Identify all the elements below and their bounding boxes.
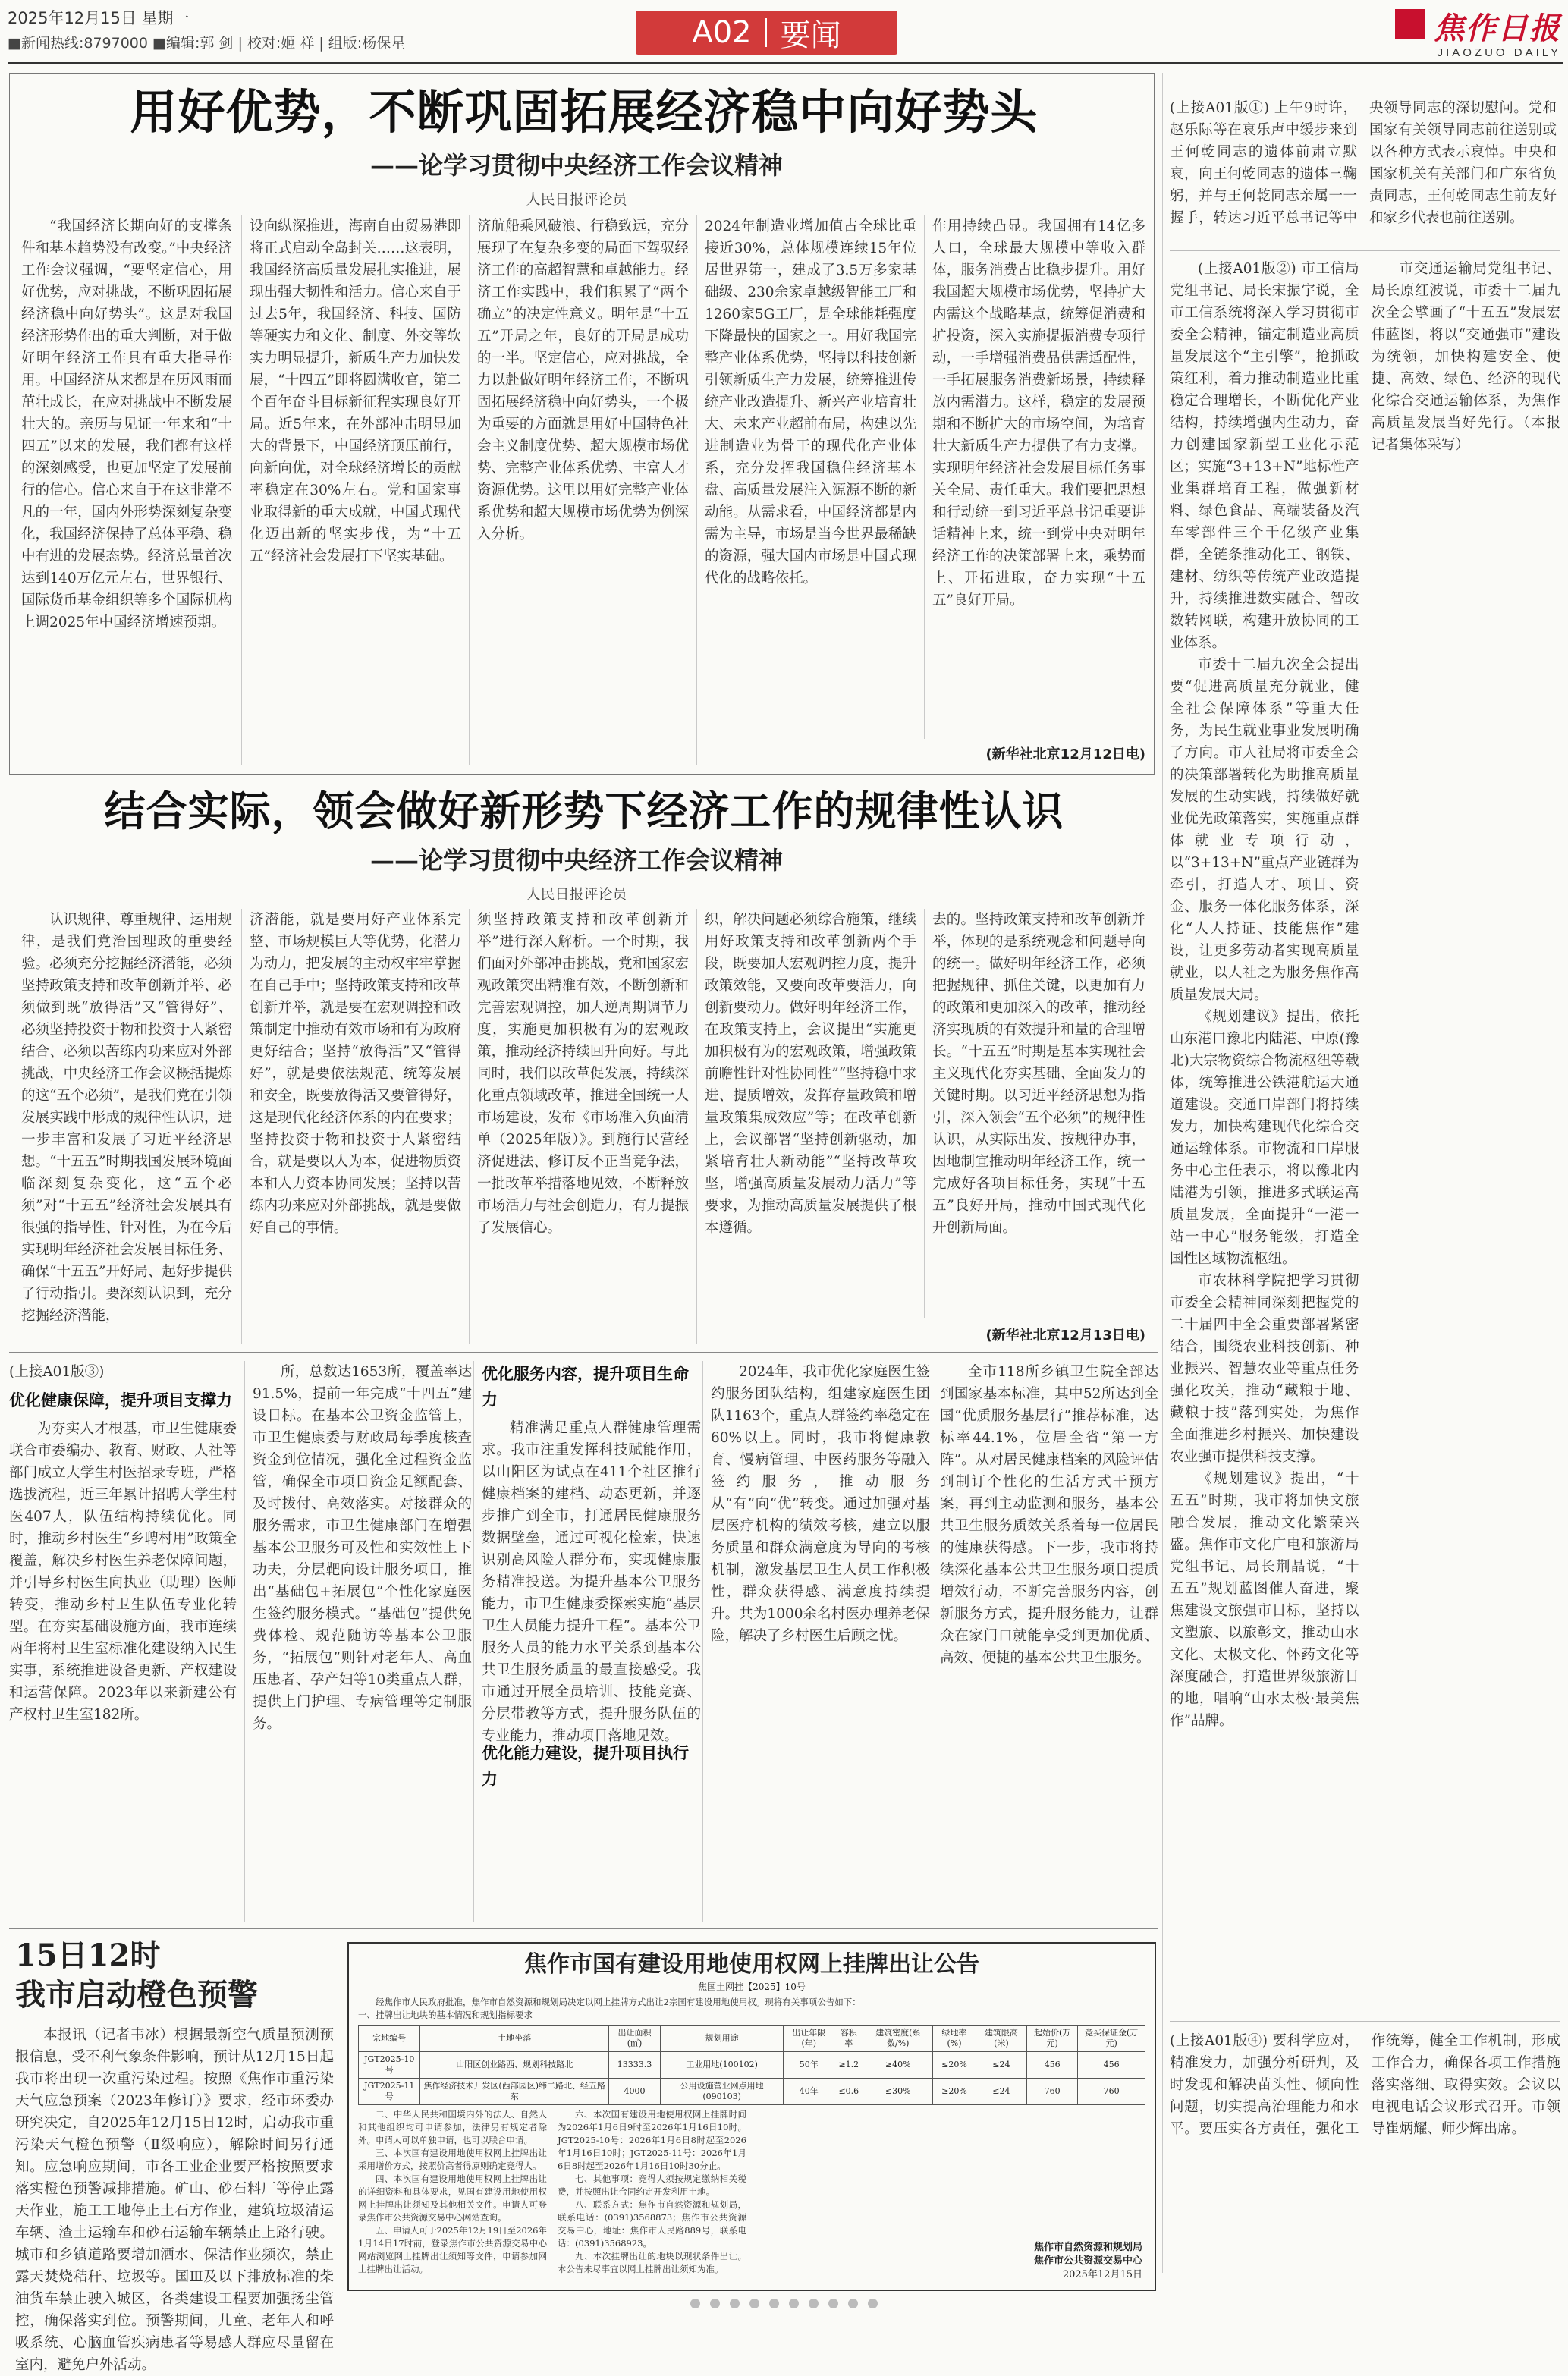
health-col-text: 2024年，我市优化家庭医生签约服务团队结构，组建家庭医生团队1163个，重点人群签约率稳定在60%以上。同时，我市将健康教育、慢病管理、中医药服务等融入签约服务，推动服务从“有”向“优”转变。通过加强对基层医疗机构的绩效考核，建立以服务质量和群众满意度为导向的考核机制，激发基层卫生人员工作积极性，群众获得感、满意度持续提升。共为1000余名村医办理养老保险，解决了乡村医生后顾之忧。 xyxy=(711,1364,930,1644)
article1-col-1: “我国经济长期向好的支撑条件和基本趋势没有改变。”中央经济工作会议强调，“要坚定信心，用好优势，应对挑战，不断巩固拓展经济稳中向好势头”。这是对我国经济形势作出的重大判断，对于做好明年经济工作具有重大指导作用。中国经济从来都是在历风雨而茁壮成长，在应对挑战中不断发展壮大的。亲历与见证一年来和“十四五”以来的发展，我们都有这样的深刻感受，也更加坚定了发展前行的信心。信心来自于在这非常不凡的一年，国内外形势深刻复杂变化，我国经济保持了总体平稳、稳中有进的发展态势。经济总量首次达到140万亿元左右，世界银行、国际货币基金组织等多个国际机构上调2025年中国经济增速预期。 xyxy=(21,218,232,630)
warning-title-line2: 我市启动橙色预警 xyxy=(15,1977,258,2013)
notice-body xyxy=(358,2108,1145,2289)
notice-para: 三、本次国有建设用地使用权网上挂牌出让采用增价方式，按照价高者得原则确定竞得人。 xyxy=(358,2148,547,2171)
health-col-3 xyxy=(473,1361,701,1922)
table-cell: ≥20% xyxy=(933,2079,976,2105)
registration-dot-icon xyxy=(809,2299,819,2308)
notice-intro: 经焦作市人民政府批准，焦作市自然资源和规划局决定以网上挂牌方式出让2宗国有建设用地使用权。现将有关事项公告如下： xyxy=(376,1997,861,2007)
health-col-text: 所，总数达1653所，覆盖率达91.5%，提前一年完成“十四五”建设目标。在基本公卫资金监管上，市卫生健康委与财政局每季度核查资金到位情况，强化全过程资金监管，确保全市项目资金足额配套、及时拨付、高效落实。对接群众的服务需求，市卫生健康部门在增强基本公卫服务可及性和实效性上下功夫，分层靶向设计服务项目，推出“基础包+拓展包”个性化家庭医生签约服务模式。“基础包”提供免费体检、规范随访等基本公卫服务，“拓展包”则针对老年人、高血压患者、孕产妇等10类重点人群，提供上门护理、专病管理等定制服务。 xyxy=(253,1364,472,1732)
notice-title: 焦作市国有建设用地使用权网上挂牌出让公告 xyxy=(524,1951,979,1978)
table-cell: ≤20% xyxy=(933,2052,976,2079)
table-header-cell: 建筑密度(系数/%) xyxy=(863,2026,933,2052)
issue-date: 2025年12月15日 星期一 xyxy=(8,9,190,27)
warning-title-line1: 15日12时 xyxy=(15,1938,161,1973)
notice-para: 四、本次国有建设用地使用权网上挂牌出让的详细资料和具体要求，见国有建设用地使用权网上挂牌出让须知及其他相关文件。申请人可登录焦作市公共资源交易中心网站查询。 xyxy=(358,2173,547,2223)
table-cell: ≤24 xyxy=(976,2052,1026,2079)
table-cell: 公用设施营业网点用地(090103) xyxy=(661,2079,784,2105)
section-name: 要闻 xyxy=(780,17,841,53)
notice-signer-1: 焦作市自然资源和规划局 xyxy=(1033,2242,1142,2253)
table-header-cell: 绿地率(%) xyxy=(933,2026,976,2052)
article1-col-4: 2024年制造业增加值占全球比重接近30%，总体规模连续15年位居世界第一，建成了3.5万多家基础级、230余家卓越级智能工厂和1260家5G工厂，是全球能耗强度下降最快的国家之一。用好我国完整产业体系优势，坚持以科技创新引领新质生产力发展，统筹推进传统产业改造提升、新兴产业培育壮大、未来产业超前布局，构建以先进制造业为骨干的现代化产业体系，充分发挥我国稳住经济基本盘、高质量发展注入源源不断的新动能。从需求看，中国经济都是内需为主导，市场是当今世界最稀缺的资源，强大国内市场是中国式现代化的战略依托。 xyxy=(696,215,916,765)
registration-dot-icon xyxy=(868,2299,878,2308)
registration-dot-icon xyxy=(690,2299,700,2308)
table-header-cell: 出让面积(㎡) xyxy=(608,2026,660,2052)
table-header-cell: 建筑限高(米) xyxy=(976,2026,1026,2052)
article2-col-5: 去的。坚持政策支持和改革创新并举，体现的是系统观念和问题导向的统一。做好明年经济工作，必须把握规律、抓住关键，以更加有力的政策和更加深入的改革，推动经济实现质的有效提升和量的合理增长。“十五五”时期是基本实现社会主义现代化夯实基础、全面发力的关键时期。以习近平经济思想为指引，深入领会“五个必须”的规律性认识，从实际出发、按规律办事，因地制宜推动明年经济工作，统一完成好各项目标任务，实现“十五五”良好开局，推动中国式现代化开创新局面。 xyxy=(924,909,1145,1318)
table-header-cell: 起始价(万元) xyxy=(1027,2026,1078,2052)
table-cell: 456 xyxy=(1078,2052,1145,2079)
notice-signers xyxy=(1034,2241,1142,2282)
right-mid-text xyxy=(1170,258,1560,1775)
registration-dot-icon xyxy=(848,2299,858,2308)
table-cell: ≤24 xyxy=(976,2079,1026,2105)
table-cell: 工业用地(100102) xyxy=(661,2052,784,2079)
article1-col-5: 作用持续凸显。我国拥有14亿多人口，全球最大规模中等收入群体，服务消费占比稳步提升。用好我国超大规模市场优势，坚持扩大内需这个战略基点，统筹促消费和扩投资，深入实施提振消费专项行动，一手增强消费品供需适配性，一手拓展服务消费新场景，持续释放内需潜力。这样，稳定的发展预期和不断扩大的市场空间，为培育壮大新质生产力提供了有力支撑。实现明年经济社会发展目标任务事关全局、责任重大。我们要把思想和行动统一到习近平总书记重要讲话精神上来，统一到党中央对明年经济工作的决策部署上来，乘势而上、开拓进取，奋力实现“十五五”良好开局。 xyxy=(924,215,1145,739)
table-cell: JGT2025-10号 xyxy=(359,2052,420,2079)
notice-para: 七、其他事项：竞得人须按规定缴纳相关税费，并按照出让合同约定开发利用土地。 xyxy=(558,2173,746,2197)
land-table-header xyxy=(359,2026,1145,2052)
table-row xyxy=(359,2079,1145,2105)
article2-col-4: 织，解决问题必须综合施策，继续用好政策支持和改革创新两个手段，既要加大宏观调控力度，提升政策效能，又要向改革要活力，向创新要动力。做好明年经济工作，在政策支持上，会议提出“实施更加积极有为的宏观政策，增强政策前瞻性针对性协同性”“坚持稳中求进、提质增效，发挥存量政策和增量政策集成效应”等；在改革创新上，会议部署“坚持创新驱动，加紧培育壮大新动能”“坚持改革攻坚，增强高质量发展动力活力”等要求，为推动高质量发展提供了根本遵循。 xyxy=(696,909,916,1344)
table-header-cell: 竞买保证金(万元) xyxy=(1078,2026,1145,2052)
table-cell: 4000 xyxy=(608,2079,660,2105)
health-col-text: 精准满足重点人群健康管理需求。我市注重发挥科技赋能作用，以山阳区为试点在411个社区推行健康档案的建档、动态更新，并逐步推广到全市，打通居民健康服务数据壁垒，通过可视化检索，快速识别高风险人群分布，实现健康服务精准投送。为提升基本公卫服务能力，市卫生健康委探索实施“基层卫生人员能力提升工程”。基本公卫服务人员的能力水平关系到基本公共卫生服务质量的最直接感受。我市通过开展全员培训、技能竞赛、分层带教等方式，提升服务队伍的专业能力，推动项目落地见效。 xyxy=(482,1420,701,1744)
registration-dot-icon xyxy=(789,2299,799,2308)
table-header-cell: 容积率 xyxy=(834,2026,863,2052)
right-mid-para: 《规划建议》提出，依托山东港口豫北内陆港、中原(豫北)大宗物资综合物流枢纽等载体，统筹推进公铁港航运大通道建设。交通口岸部门将持续发力，加快构建现代化综合交通运输体系。市物流和口岸服务中心主任表示，将以豫北内陆港为引领，推进多式联运高质量发展，全面提升“一港一站一中心”服务能级，打造全国性区域物流枢纽。 xyxy=(1170,1009,1359,1267)
health-subhead-3: 优化能力建设，提升项目执行力 xyxy=(482,1744,689,1788)
health-col-1 xyxy=(9,1361,237,1922)
right-mid-para: 市委十二届九次全会提出要“促进高质量充分就业，健全社会保障体系”等重大任务，为民生就业事业发展明确了方向。市人社局将市委全会的决策部署转化为助推高质量发展的生动实践，持续做好就业优先政策落实，实施重点群体就业专项行动，以“3+13+N”重点产业链群为牵引，打造人才、项目、资金、服务一体化服务体系，深化“人人持证、技能焦作”建设，让更多劳动者实现高质量就业，以人社之为服务焦作高质量发展大局。 xyxy=(1170,657,1359,1003)
health-col-4 xyxy=(702,1361,930,1922)
article1-col-2: 设向纵深推进，海南自由贸易港即将正式启动全岛封关……这表明，我国经济高质量发展扎实推进，展现出强大韧性和活力。信心来自于过去5年，我国经济、科技、国防等硬实力和文化、制度、外交等软实力明显提升，新质生产力加快发展，“十四五”即将圆满收官，第二个百年奋斗目标新征程实现良好开局。近5年来，在外部冲击明显加大的背景下，中国经济顶压前行，向新向优，对全球经济增长的贡献率稳定在30%左右。党和国家事业取得新的重大成就，中国式现代化迈出新的坚实步伐，为“十五五”经济社会发展打下坚实基础。 xyxy=(241,215,461,765)
registration-dot-icon xyxy=(749,2299,759,2308)
table-cell: JGT2025-11号 xyxy=(359,2079,420,2105)
health-col-5 xyxy=(932,1361,1158,1922)
land-notice xyxy=(347,1942,1156,2291)
notice-signer-2: 焦作市公共资源交易中心 xyxy=(1033,2255,1142,2267)
article1-subtitle: ——论学习贯彻中央经济工作会议精神 xyxy=(369,151,783,180)
article1-byline: 人民日报评论员 xyxy=(526,191,627,208)
right-mid-para: 市农林科学院把学习贯彻市委全会精神同深刻把握党的二十届四中全会重要部署紧密结合，围绕农业科技创新、种业振兴、智慧农业等重点任务强化攻关，推动“藏粮于地、藏粮于技”落到实处，为焦作全面推进乡村振兴、加快建设农业强市提供科技支撑。 xyxy=(1170,1273,1359,1465)
right-mid-para: 市交通运输局党组书记、局长原红波说，市委十二届九次全会擘画了“十五五”发展宏伟蓝图，将以“交通强市”建设为统领，加快构建安全、便捷、高效、绿色、经济的现代化综合交通运输体系，为焦作高质量发展当好先行。（本报记者集体采写） xyxy=(1371,261,1560,453)
paper-name: 焦作日报 xyxy=(1434,11,1561,46)
warning-text: 本报讯（记者韦冰）根据最新空气质量预测预报信息，受不利气象条件影响，预计从12月15日起我市将出现一次重污染过程。按照《焦作市重污染天气应急预案（2023年修订）》要求，经市环委办研究决定，自2025年12月15日12时，启动我市重污染天气橙色预警（Ⅱ级响应），解除时间另行通知。应急响应期间，市各工业企业要严格按照要求落实橙色预警减排措施。矿山、砂石料厂等停止露天作业，施工工地停止土石方作业，建筑垃圾清运车辆、渣土运输车和砂石运输车辆禁止上路行驶。城市和乡镇道路要增加洒水、保洁作业频次，禁止露天焚烧秸秆、垃圾等。国Ⅲ及以下排放标准的柴油货车禁止驶入城区，各类建设工程要加强扬尘管控，确保落实到位。预警期间，儿童、老年人和呼吸系统、心脑血管疾病患者等易感人群应尽量留在室内，避免户外活动。 xyxy=(15,2027,334,2373)
table-cell: 山阳区创业路西、规划科技路北 xyxy=(420,2052,609,2079)
newspaper-logo xyxy=(1372,5,1561,65)
notice-para: 五、申请人可于2025年12月19日至2026年1月14日17时前，登录焦作市公共资源交易中心网站浏览网上挂牌出让须知等文件，申请参加网上挂牌出让活动。 xyxy=(358,2225,547,2274)
health-col-text: 为夯实人才根基，市卫生健康委联合市委编办、教育、财政、人社等部门成立大学生村医招录专班，严格选拔流程，近三年累计招聘大学生村医407人，队伍结构持续优化。同时，推动乡村医生“乡聘村用”政策全覆盖，解决乡村医生养老保障问题，并引导乡村医生向执业（助理）医师转变，推动乡村卫生队伍专业化转型。在夯实基础设施方面，我市连续两年将村卫生室标准化建设纳入民生实事，系统推进设备更新、产权建设和运营保障。2023年以来新建公有产权村卫生室182所。 xyxy=(9,1421,237,1723)
article2-col-1: 认识规律、尊重规律、运用规律，是我们党治国理政的重要经验。必须充分挖掘经济潜能，必须坚持政策支持和改革创新并举、必须做到既“放得活”又“管得好”、必须坚持投资于物和投资于人紧密结合、必须以苦练内功来应对外部挑战，中央经济工作会议概括提炼的这“五个必须”，是我们党在引领发展实践中形成的规律性认识，进一步丰富和发展了习近平经济思想。“十五五”时期我国发展环境面临深刻复杂变化，这“五个必须”对“十五五”经济社会发展具有很强的指导性、针对性，为在今后实现明年经济社会发展目标任务、确保“十五五”开好局、起好步提供了行动指引。要深刻认识到，充分挖掘经济潜能， xyxy=(21,912,232,1324)
article2-subtitle: ——论学习贯彻中央经济工作会议精神 xyxy=(369,846,783,875)
article1-source: (新华社北京12月12日电) xyxy=(985,746,1145,762)
right-mid-para: (上接A01版②) 市工信局党组书记、局长宋振宇说，全市工信系统将深入学习贯彻市委全会精神，锚定制造业高质量发展这个“主引擎”，抢抓政策红利，着力推动制造业比重稳定合理增长，不断优化产业结构，持续增强内生动力，奋力创建国家新型工业化示范区；实施“3+13+N”地标性产业集群培育工程，做强新材料、绿色食品、高端装备及汽车零部件三个千亿级产业集群，全链条推动化工、钢铁、建材、纺织等传统产业改造提升，持续推进数实融合、智改数转网联，构建开放协同的工业体系。 xyxy=(1170,261,1359,651)
health-subhead-1: 优化健康保障，提升项目支撑力 xyxy=(9,1391,232,1410)
notice-para: 二、中华人民共和国境内外的法人、自然人和其他组织均可申请参加，法律另有规定者除外。申请人可以单独申请，也可以联合申请。 xyxy=(358,2109,547,2145)
table-header-cell: 出让年限(年) xyxy=(784,2026,834,2052)
table-header-cell: 宗地编号 xyxy=(359,2026,420,2052)
notice-section1: 一、挂牌出让地块的基本情况和规划指标要求 xyxy=(358,2010,533,2020)
table-cell: 50年 xyxy=(784,2052,834,2079)
right-top-text: (上接A01版①) 上午9时许，赵乐际等在哀乐声中缓步来到王何乾同志的遗体前肃立默哀，向王何乾同志的遗体三鞠躬，并与王何乾同志亲属一一握手，转达习近平总书记等中央领导同志的深切慰问。党和国家有关领导同志前往送别或以各种方式表示哀悼。中央和国家机关有关部门和广东省负责同志，王何乾同志生前友好和家乡代表也前往送别。 xyxy=(1170,100,1557,226)
table-cell: 760 xyxy=(1027,2079,1078,2105)
article2-col-3: 须坚持政策支持和改革创新并举”进行深入解析。一个时期，我们面对外部冲击挑战，党和国家宏观政策突出精准有效，不断创新和完善宏观调控，加大逆周期调节力度，实施更加积极有为的宏观政策，推动经济持续回升向好。与此同时，我们以改革促发展，持续深化重点领域改革，推进全国统一大市场建设，发布《市场准入负面清单（2025年版）》。到施行民营经济促进法、修订反不正当竞争法，一批改革举措落地见效，不断释放市场活力与社会创造力，有力提振了发展信心。 xyxy=(469,909,689,1344)
registration-dot-icon xyxy=(769,2299,779,2308)
right-bottom-text: (上接A01版④) 要科学应对，精准发力，加强分析研判，及时发现和解决苗头性、倾向性问题，切实提高治理能力和水平。要压实各方责任，强化工作统筹，健全工作机制，形成工作合力，确保各项工作措施落实落细、取得实效。会议以电视电话会议形式召开。市领导崔炳耀、师少辉出席。 xyxy=(1170,2033,1560,2137)
registration-dots xyxy=(0,2299,1568,2309)
table-cell: ≥1.2 xyxy=(834,2052,863,2079)
table-header-cell: 规划用途 xyxy=(661,2026,784,2052)
registration-dot-icon xyxy=(730,2299,740,2308)
land-table xyxy=(358,2025,1145,2105)
table-cell: 760 xyxy=(1078,2079,1145,2105)
health-col-2 xyxy=(244,1361,472,1922)
page-section-banner xyxy=(636,11,897,55)
right-mid-para: 《规划建议》提出，“十五五”时期，我市将加快文旅融合发展，推动文化繁荣兴盛。焦作市文化广电和旅游局党组书记、局长荆晶说，“十五五”规划蓝图催人奋进，聚焦建设文旅强市目标，坚持以文塑旅、以旅彰文，推动山水文化、太极文化、怀药文化等深度融合，打造世界级旅游目的地，唱响“山水太极·最美焦作”品牌。 xyxy=(1170,1471,1359,1729)
notice-sign-date: 2025年12月15日 xyxy=(1062,2269,1142,2280)
article2-col-2: 济潜能，就是要用好产业体系完整、市场规模巨大等优势，化潜力为动力，把发展的主动权牢牢掌握在自己手中；坚持政策支持和改革创新并举，就是要在宏观调控和政策制定中推动有效市场和有为政府更好结合；坚持“放得活”又“管得好”，就是要依法规范、统筹发展和安全，既要放得活又要管得好，这是现代化经济体系的内在要求；坚持投资于物和投资于人紧密结合，就是要以人为本，促进物质资本和人力资本协同发展；坚持以苦练内功来应对外部挑战，就是要做好自己的事情。 xyxy=(241,909,461,1344)
logo-square-icon xyxy=(1395,9,1425,39)
table-cell: ≤0.6 xyxy=(834,2079,863,2105)
registration-dot-icon xyxy=(828,2299,838,2308)
notice-para: 六、本次国有建设用地使用权网上挂牌时间为2026年1月6日9时至2026年1月16日10时。JGT2025-10号：2026年1月6日8时起至2026年1月16日10时；JGT2025-11号：2026年1月6日8时起至2026年1月16日10时30分止。 xyxy=(558,2109,746,2171)
health-article xyxy=(9,1361,1158,1922)
health-subhead-2: 优化服务内容，提升项目生命力 xyxy=(482,1365,689,1409)
article2-title: 结合实际，领会做好新形势下经济工作的规律性认识 xyxy=(104,787,1064,835)
article2-byline: 人民日报评论员 xyxy=(526,886,627,903)
table-cell: 456 xyxy=(1027,2052,1078,2079)
page-number: A02 xyxy=(692,15,752,50)
article2-source: (新华社北京12月13日电) xyxy=(985,1328,1145,1344)
table-row xyxy=(359,2052,1145,2079)
registration-dot-icon xyxy=(710,2299,720,2308)
notice-para: 九、本次挂牌出让的地块以现状条件出让。本公告未尽事宜以网上挂牌出让须知为准。 xyxy=(558,2251,746,2274)
table-cell: ≥40% xyxy=(863,2052,933,2079)
notice-para: 八、联系方式：焦作市自然资源和规划局，联系电话：(0391)3568873；焦作市公共资源交易中心，地址：焦作市人民路889号，联系电话：(0391)3568923。 xyxy=(558,2199,746,2249)
health-continued-label: (上接A01版③) xyxy=(9,1364,105,1380)
table-header-cell: 土地坐落 xyxy=(420,2026,609,2052)
paper-pinyin: JIAOZUO DAILY xyxy=(1437,46,1561,59)
table-cell: 13333.3 xyxy=(608,2052,660,2079)
article1-title: 用好优势，不断巩固拓展经济稳中向好势头 xyxy=(130,84,1039,140)
health-col-text: 全市118所乡镇卫生院全部达到国家基本标准，其中52所达到全国“优质服务基层行”推荐标准，达标率44.1%，位居全省“第一方阵”。从对居民健康档案的风险评估到制订个性化的生活方式干预方案，再到主动监测和服务，基本公共卫生服务质效关系着每一位居民的健康获得感。下一步，我市将持续深化基本公共卫生服务项目提质增效行动，不断完善服务内容，创新服务方式，提升服务能力，让群众在家门口就能享受到更加优质、高效、便捷的基本公共卫生服务。 xyxy=(940,1364,1158,1666)
notice-ref: 焦国土网挂【2025】10号 xyxy=(698,1982,806,1992)
editorial-contacts: ■新闻热线:8797000 ■编辑:郭 剑 | 校对:姬 祥 | 组版:杨保星 xyxy=(8,35,406,52)
table-cell: 焦作经济技术开发区(西部园区)纬二路北、经五路东 xyxy=(420,2079,609,2105)
table-cell: ≤30% xyxy=(863,2079,933,2105)
article1-col-3: 济航船乘风破浪、行稳致远，充分展现了在复杂多变的局面下驾驭经济工作的高超智慧和卓越能力。经济工作实践中，我们积累了“两个确立”的决定性意义。明年是“十五五”开局之年，良好的开局是成功的一半。坚定信心，应对挑战，全力以赴做好明年经济工作，不断巩固拓展经济稳中向好势头，一个极为重要的方面就是用好中国特色社会主义制度优势、超大规模市场优势、完整产业体系优势、丰富人才资源优势。这里以用好完整产业体系优势和超大规模市场优势为例深入分析。 xyxy=(469,215,689,765)
table-cell: 40年 xyxy=(784,2079,834,2105)
